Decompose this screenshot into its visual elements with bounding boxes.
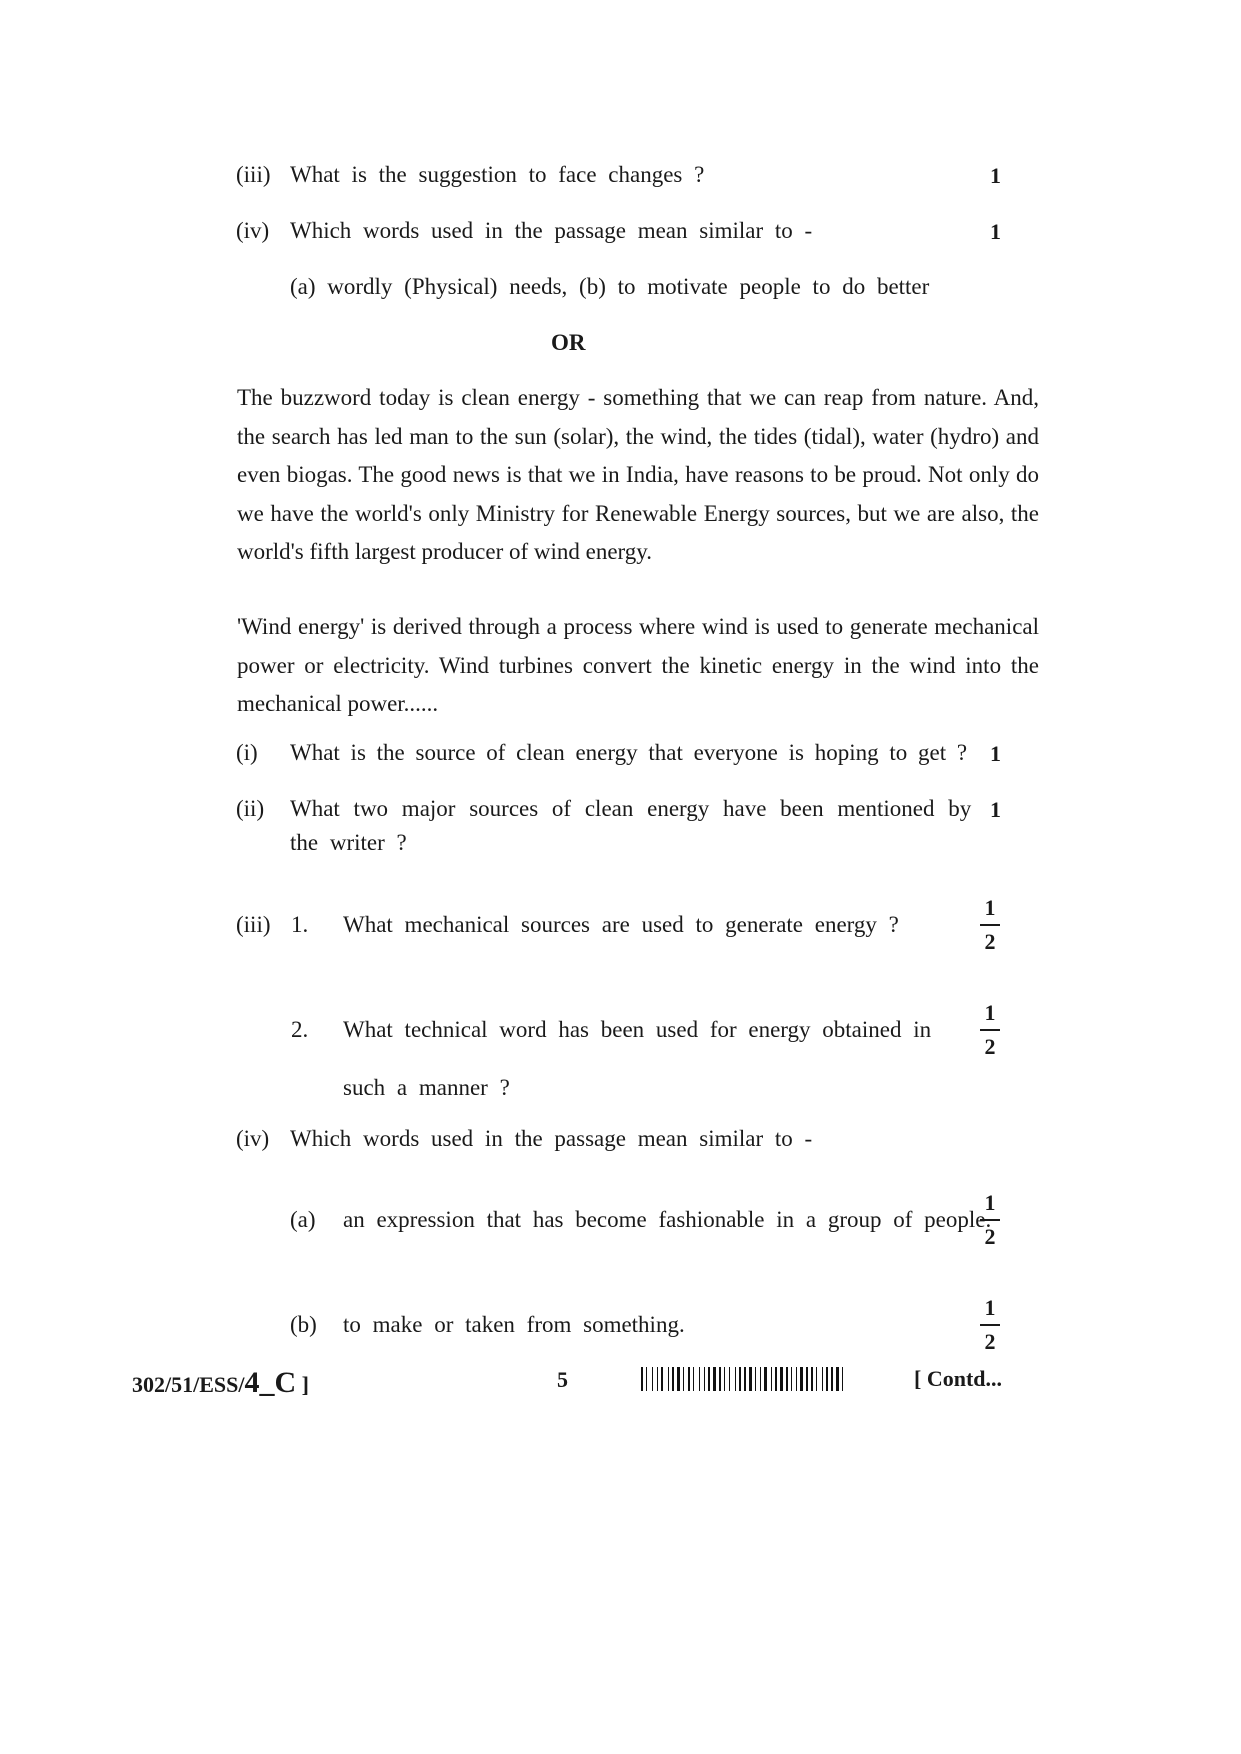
- barcode-bar: [826, 1367, 828, 1391]
- barcode-bar: [791, 1367, 792, 1391]
- barcode-bar: [829, 1367, 830, 1391]
- barcode-bar: [677, 1367, 680, 1391]
- barcode-bar: [706, 1367, 707, 1391]
- barcode-bar: [739, 1367, 741, 1391]
- question-number-iii: (iii): [236, 912, 271, 937]
- barcode-bar: [731, 1367, 734, 1391]
- passage-paragraph-1: The buzzword today is clean energy - something that we can reap from nature. And, the search has led man to the sun (solar), the wind, the tides (tidal), water (hydro) and even biogas. The good news is that we in India, have reasons to be proud. Not only do we have the world's only Ministry for Renewable Energy sources, but we are also, the world's fifth largest producer of wind energy.: [237, 385, 1039, 564]
- barcode-bar: [717, 1367, 718, 1391]
- barcode-bar: [762, 1367, 763, 1391]
- barcode-bar: [806, 1367, 808, 1391]
- barcode-icon: [641, 1367, 883, 1391]
- half-mark-numerator: 1: [984, 895, 996, 920]
- marks: 1: [990, 741, 1001, 766]
- barcode-bar: [757, 1367, 759, 1391]
- marks: 1: [990, 219, 1001, 244]
- barcode-bar: [685, 1367, 687, 1391]
- half-mark-numerator: 1: [984, 1295, 996, 1320]
- barcode-bar: [644, 1367, 645, 1391]
- barcode-bar: [722, 1367, 723, 1391]
- option-text-a: an expression that has become fashionable in a group of people.: [343, 1207, 992, 1232]
- question-number-ii: (ii): [236, 796, 265, 821]
- page-number: 5: [557, 1367, 568, 1392]
- fraction-bar: [980, 1219, 1000, 1221]
- barcode-bar: [784, 1367, 785, 1391]
- question-text: What is the suggestion to face changes ?: [290, 162, 705, 187]
- barcode-bar: [652, 1367, 653, 1391]
- barcode-bar: [675, 1367, 676, 1391]
- half-mark-denominator: 2: [984, 1224, 996, 1249]
- half-mark: [978, 1295, 1002, 1355]
- barcode-bar: [811, 1367, 813, 1391]
- barcode-bar: [836, 1367, 839, 1391]
- barcode-bar: [664, 1367, 667, 1391]
- paper-code-set: 4_C: [244, 1366, 297, 1399]
- question-number-iv: (iv): [236, 218, 270, 243]
- question-number-iv: (iv): [236, 1126, 270, 1151]
- half-mark-denominator: 2: [984, 1329, 996, 1354]
- barcode-bar: [708, 1367, 710, 1391]
- fraction-bar: [980, 924, 1000, 926]
- half-mark-denominator: 2: [984, 1034, 996, 1059]
- barcode-bar: [654, 1367, 656, 1391]
- half-mark: [978, 895, 1002, 955]
- barcode-bar: [691, 1367, 692, 1391]
- paper-code-suffix: ]: [296, 1372, 309, 1397]
- barcode-bar: [701, 1367, 703, 1391]
- barcode-bar: [768, 1367, 770, 1391]
- half-mark-denominator: 2: [984, 929, 996, 954]
- barcode-bar: [764, 1367, 767, 1391]
- option-label-a: (a): [290, 1207, 316, 1232]
- barcode-bar: [809, 1367, 810, 1391]
- barcode-bar: [661, 1367, 663, 1391]
- passage-paragraph-2: 'Wind energy' is derived through a process where wind is used to generate mechanical power or electricity. Wind turbines convert the kinetic energy in the wind into the mechanical power......: [237, 614, 1039, 716]
- question-text: Which words used in the passage mean similar to -: [290, 1126, 813, 1151]
- barcode-bar: [726, 1367, 728, 1391]
- barcode-bar: [834, 1367, 835, 1391]
- sub-question-text-continued: such a manner ?: [343, 1075, 510, 1100]
- question-text-continued: the writer ?: [290, 830, 407, 855]
- barcode-bar: [798, 1367, 799, 1391]
- question-text: What is the source of clean energy that everyone is hoping to get ?: [290, 740, 968, 765]
- fraction-bar: [980, 1029, 1000, 1031]
- barcode-bar: [760, 1367, 761, 1391]
- option-label-b: (b): [290, 1312, 317, 1337]
- barcode-bar: [646, 1367, 647, 1391]
- half-mark-numerator: 1: [984, 1190, 996, 1215]
- barcode-bar: [824, 1367, 825, 1391]
- barcode-bar: [755, 1367, 756, 1391]
- barcode-bar: [831, 1367, 833, 1391]
- barcode-bar: [796, 1367, 797, 1391]
- barcode-bar: [672, 1367, 674, 1391]
- barcode-bar: [683, 1367, 684, 1391]
- barcode-bar: [771, 1367, 772, 1391]
- barcode-bar: [775, 1367, 777, 1391]
- barcode-bar: [789, 1367, 790, 1391]
- barcode-bar: [668, 1367, 669, 1391]
- barcode-bar: [753, 1367, 754, 1391]
- barcode-bar: [724, 1367, 725, 1391]
- barcode-bar: [693, 1367, 694, 1391]
- sub-question-text: (a) wordly (Physical) needs, (b) to motivate people to do better: [290, 274, 930, 299]
- barcode-bar: [711, 1367, 712, 1391]
- sub-question-text: What technical word has been used for energy obtained in: [343, 1017, 932, 1042]
- barcode-bar: [842, 1367, 843, 1391]
- barcode-bar: [804, 1367, 805, 1391]
- barcode-bar: [704, 1367, 705, 1391]
- barcode-bar: [749, 1367, 752, 1391]
- barcode-bar: [742, 1367, 743, 1391]
- barcode-bar: [840, 1367, 841, 1391]
- barcode-bar: [681, 1367, 682, 1391]
- barcode-bar: [800, 1367, 803, 1391]
- barcode-bar: [778, 1367, 779, 1391]
- question-text: What two major sources of clean energy have been mentioned by: [290, 796, 972, 821]
- sub-question-number: 1.: [291, 912, 309, 937]
- barcode-bar: [844, 1367, 846, 1391]
- barcode-bar: [719, 1367, 721, 1391]
- half-mark-numerator: 1: [984, 1000, 996, 1025]
- barcode-bar: [670, 1367, 671, 1391]
- barcode-bar: [816, 1367, 817, 1391]
- marks: 1: [990, 163, 1001, 188]
- contd-label: [ Contd...: [914, 1366, 1003, 1391]
- barcode-bar: [818, 1367, 821, 1391]
- barcode-bar: [699, 1367, 700, 1391]
- barcode-bar: [729, 1367, 730, 1391]
- barcode-bar: [744, 1367, 746, 1391]
- barcode-bar: [822, 1367, 823, 1391]
- barcode-bar: [641, 1367, 643, 1391]
- paper-code-prefix: 302/51/ESS/: [132, 1372, 245, 1397]
- barcode-bar: [735, 1367, 736, 1391]
- sub-question-text: What mechanical sources are used to generate energy ?: [343, 912, 899, 937]
- barcode-bar: [814, 1367, 815, 1391]
- barcode-bar: [793, 1367, 795, 1391]
- barcode-bar: [786, 1367, 788, 1391]
- question-number-iii: (iii): [236, 162, 271, 187]
- barcode-bar: [780, 1367, 783, 1391]
- barcode-bar: [773, 1367, 774, 1391]
- barcode-bar: [737, 1367, 738, 1391]
- barcode-bar: [695, 1367, 698, 1391]
- question-text: Which words used in the passage mean similar to -: [290, 218, 813, 243]
- half-mark: [978, 1000, 1002, 1060]
- paper-code: [132, 1366, 309, 1400]
- question-number-i: (i): [236, 740, 258, 765]
- fraction-bar: [980, 1324, 1000, 1326]
- barcode-bar: [648, 1367, 651, 1391]
- or-separator: OR: [551, 330, 586, 355]
- sub-question-number: 2.: [291, 1017, 309, 1042]
- barcode-bar: [657, 1367, 658, 1391]
- option-text-b: to make or taken from something.: [343, 1312, 685, 1337]
- barcode-bar: [659, 1367, 660, 1391]
- half-mark: [978, 1190, 1002, 1250]
- marks: 1: [990, 797, 1001, 822]
- barcode-bar: [713, 1367, 716, 1391]
- barcode-bar: [688, 1367, 690, 1391]
- barcode-bar: [747, 1367, 748, 1391]
